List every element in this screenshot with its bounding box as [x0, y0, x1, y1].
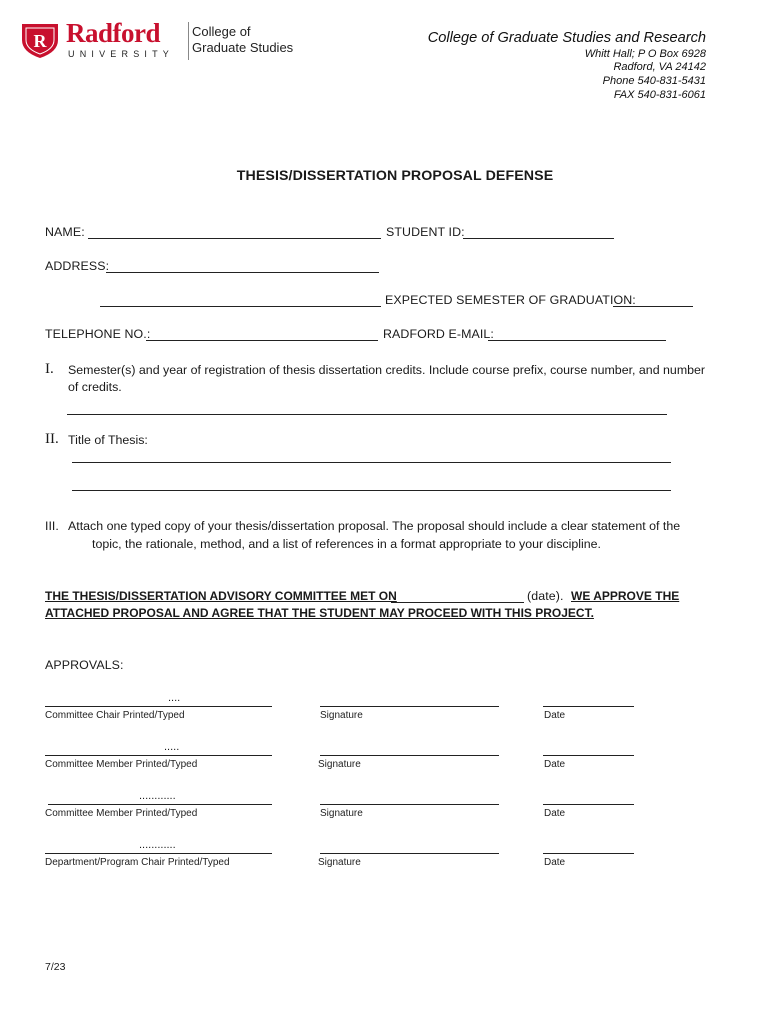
address-line-1: Whitt Hall; P O Box 6928 — [584, 48, 706, 60]
approval-row-1-dots: .... — [168, 692, 181, 704]
thesis-title-field-line-1[interactable] — [72, 462, 671, 463]
address-field-line-1[interactable] — [106, 272, 379, 273]
student-id-label: STUDENT ID: — [386, 225, 465, 239]
committee-statement-part-2: WE APPROVE THE — [571, 589, 680, 603]
committee-member-1-date-caption: Date — [544, 759, 566, 770]
telephone-field[interactable] — [146, 340, 378, 341]
committee-statement-part-1: THE THESIS/DISSERTATION ADVISORY COMMITTEE MET ON — [45, 589, 397, 603]
committee-chair-caption: Committee Chair Printed/Typed — [45, 710, 185, 721]
shield-icon — [18, 20, 62, 60]
student-id-field[interactable] — [463, 238, 614, 239]
program-chair-signature-field[interactable] — [320, 853, 499, 854]
logo-university: UNIVERSITY — [68, 49, 175, 59]
email-label: RADFORD E-MAIL: — [383, 327, 494, 341]
section-3-numeral: III. — [45, 519, 59, 533]
section-2-text: Title of Thesis: — [68, 433, 148, 447]
committee-statement-line-2: ATTACHED PROPOSAL AND AGREE THAT THE STUDENT MAY PROCEED WITH THIS PROJECT. — [45, 606, 594, 620]
committee-chair-signature-caption: Signature — [320, 710, 363, 721]
logo-wordmark: Radford — [66, 18, 161, 48]
committee-member-1-signature-caption: Signature — [318, 759, 361, 770]
committee-member-2-name-field[interactable] — [48, 804, 272, 805]
expected-semester-field[interactable] — [613, 306, 693, 307]
address-line-2: Radford, VA 24142 — [613, 61, 706, 73]
name-label: NAME: — [45, 225, 85, 239]
section-1-text-line-1: Semester(s) and year of registration of thesis dissertation credits. Include course prefix, course number, and number — [68, 363, 706, 377]
telephone-label: TELEPHONE NO.: — [45, 327, 151, 341]
committee-chair-date-caption: Date — [544, 710, 566, 721]
fax-number: FAX 540-831-6061 — [613, 89, 706, 101]
address-label: ADDRESS: — [45, 259, 110, 273]
address-field-line-2[interactable] — [100, 306, 381, 307]
approvals-heading: APPROVALS: — [45, 658, 124, 672]
approval-row-3-dots: ............ — [139, 790, 176, 802]
committee-member-1-name-field[interactable] — [45, 755, 272, 756]
program-chair-date-caption: Date — [544, 857, 566, 868]
logo-college-name: College of Graduate Studies — [192, 24, 294, 55]
email-field[interactable] — [488, 340, 666, 341]
name-field[interactable] — [88, 238, 381, 239]
svg-text:R: R — [33, 31, 47, 51]
meeting-date-field[interactable] — [391, 602, 524, 603]
phone-number: Phone 540-831-5431 — [602, 75, 706, 87]
approval-row-2-dots: ..... — [164, 741, 180, 753]
committee-member-2-signature-caption: Signature — [320, 808, 363, 819]
program-chair-name-field[interactable] — [45, 853, 272, 854]
program-chair-signature-caption: Signature — [318, 857, 361, 868]
program-chair-caption: Department/Program Chair Printed/Typed — [45, 857, 230, 868]
committee-member-2-caption: Committee Member Printed/Typed — [45, 808, 198, 819]
committee-member-1-caption: Committee Member Printed/Typed — [45, 759, 198, 770]
section-2-numeral: II. — [45, 431, 59, 447]
date-label: (date). — [527, 589, 564, 603]
university-logo — [18, 20, 308, 64]
approval-row-4-dots: ............ — [139, 839, 176, 851]
committee-chair-date-field[interactable] — [543, 706, 634, 707]
section-3-text-line-2: topic, the rationale, method, and a list of references in a format appropriate to your discipline. — [92, 537, 601, 551]
office-title: College of Graduate Studies and Research — [427, 30, 706, 46]
form-title: THESIS/DISSERTATION PROPOSAL DEFENSE — [236, 168, 554, 184]
revision-date: 7/23 — [45, 961, 66, 973]
section-1-text-line-2: of credits. — [68, 380, 122, 394]
section-1-numeral: I. — [45, 361, 54, 377]
thesis-title-field-line-2[interactable] — [72, 490, 671, 491]
logo-divider — [188, 22, 189, 60]
credits-field[interactable] — [67, 414, 667, 415]
section-3-text-line-1: Attach one typed copy of your thesis/dissertation proposal. The proposal should include a clear statement of the — [68, 519, 681, 533]
committee-chair-name-field[interactable] — [45, 706, 272, 707]
committee-chair-signature-field[interactable] — [320, 706, 499, 707]
expected-semester-label: EXPECTED SEMESTER OF GRADUATION: — [385, 293, 636, 307]
program-chair-date-field[interactable] — [543, 853, 634, 854]
committee-member-2-date-field[interactable] — [543, 804, 634, 805]
committee-member-1-signature-field[interactable] — [320, 755, 499, 756]
committee-member-2-date-caption: Date — [544, 808, 566, 819]
committee-member-2-signature-field[interactable] — [320, 804, 499, 805]
committee-member-1-date-field[interactable] — [543, 755, 634, 756]
